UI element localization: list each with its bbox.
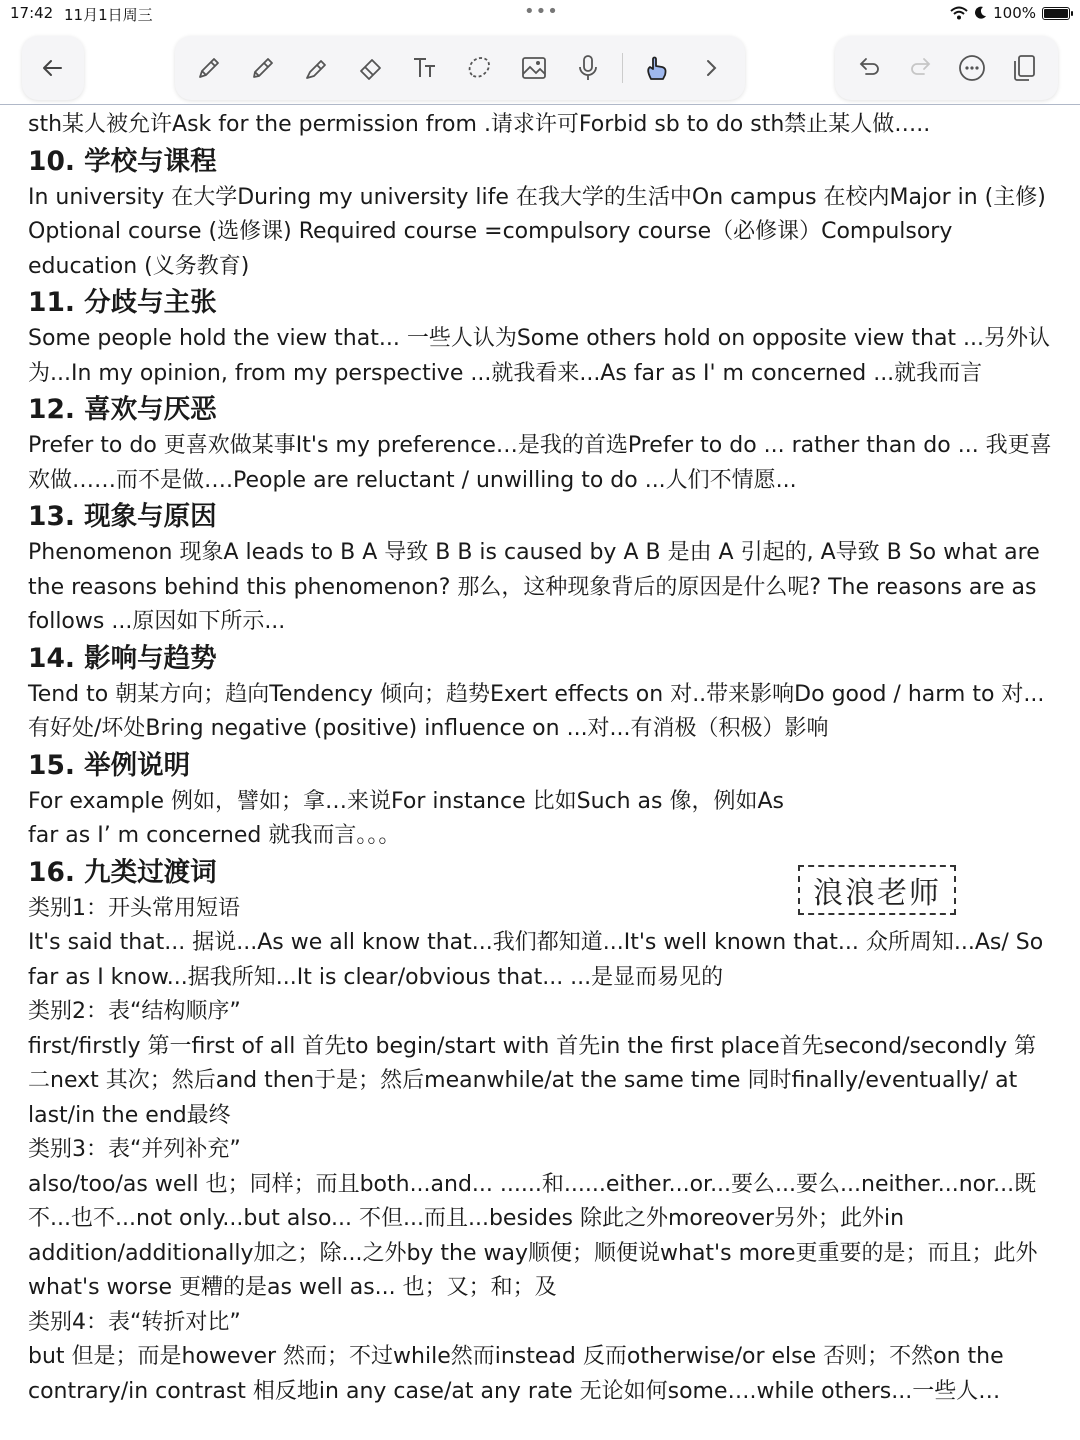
more-icon — [957, 53, 987, 83]
image-tool-button[interactable] — [514, 48, 554, 88]
pencil-icon — [248, 53, 278, 83]
toolbar-divider — [0, 104, 1080, 105]
intro-text: sth某人被允许Ask for the permission from .请求许可Forbid sb to do sth禁止某人做….. — [28, 112, 931, 137]
highlighter-icon — [302, 53, 332, 83]
status-bar — [0, 0, 1080, 28]
chevron-right-icon — [696, 53, 726, 83]
section-body: For example 例如，譬如；拿…来说For instance 比如Such as 像，例如As far as I’ m concerned 就我而言。。。 — [28, 788, 785, 848]
battery-icon — [1042, 7, 1070, 20]
redo-button[interactable] — [901, 48, 941, 88]
pages-icon — [1009, 53, 1039, 83]
category-label: 类别2：表“结构顺序” — [28, 999, 241, 1024]
section-body: Some people hold the view that... 一些人认为Some others hold on opposite view that ...另外认为...In my opinion, from my perspective ...就我看来...As far as I' m concerned ...就我而言 — [28, 326, 1051, 386]
section-heading: 14. 影响与趋势 — [28, 642, 217, 674]
section-heading: 11. 分歧与主张 — [28, 287, 217, 318]
eraser-icon — [356, 53, 386, 83]
section-body: In university 在大学During my university life 在我大学的生活中On campus 在校内Major in (主修) Optional course (选修课) Required course =compulsory course（必修课）Compulsory education (义务教育) — [28, 184, 1046, 279]
wifi-icon — [950, 6, 968, 20]
multitasking-dots-icon[interactable]: ••• — [524, 1, 559, 22]
drawing-tools — [175, 36, 745, 100]
redo-icon — [906, 53, 936, 83]
text-icon — [410, 53, 440, 83]
microphone-icon — [573, 53, 603, 83]
more-options-button[interactable] — [952, 48, 992, 88]
undo-icon — [854, 53, 884, 83]
image-icon — [519, 53, 549, 83]
section-heading: 12. 喜欢与厌恶 — [28, 394, 217, 425]
back-button[interactable] — [22, 36, 84, 100]
moon-icon — [974, 6, 987, 20]
battery-percent: 100% — [993, 4, 1036, 22]
pen-tool-button[interactable] — [189, 48, 229, 88]
eraser-tool-button[interactable] — [351, 48, 391, 88]
note-content[interactable] — [28, 108, 1058, 1409]
lasso-icon — [464, 53, 494, 83]
section-body: Tend to 朝某方向；趋向Tendency 倾向；趋势Exert effects on 对..带来影响Do good / harm to 对...有好处/坏处Bring negative (positive) influence on ...对...有消极（积极）影响 — [28, 681, 1045, 741]
category-label: 类别1：开头常用短语 — [28, 895, 240, 921]
status-date: 11月1日周三 — [64, 6, 153, 24]
category-label: 类别4：表“转折对比” — [28, 1309, 241, 1335]
highlighter-tool-button[interactable] — [297, 48, 337, 88]
teacher-stamp: 浪浪老师 — [798, 865, 956, 915]
pencil-tool-button[interactable] — [243, 48, 283, 88]
toolbar-separator — [622, 53, 623, 83]
category-body: also/too/as well 也；同样；而且both...and... ......和......either...or...要么...要么...neither...nor...既不...也不...not only...but also... 不但...而且...besides 除此之外moreover另外；此外in addition/additionally加之；除...之外by the way顺便；顺便说what's more更重要的是；而且；此外what's worse 更糟的是as well as... 也；又；和；及 — [28, 1171, 1038, 1300]
category-body: It's said that... 据说...As we all know that...我们都知道...It's well known that... 众所周知...As/ So far as I know...据我所知...It is clear/obvious that... ...是显而易见的 — [28, 930, 1044, 990]
category-body: first/firstly 第一first of all 首先to begin/start with 首先in the first place首先second/secondly 第二next 其次；然后and then于是；然后meanwhile/at the same time 同时finally/eventually/ at last/in the end最终 — [28, 1033, 1037, 1128]
section-heading: 13. 现象与原因 — [28, 501, 217, 532]
finger-draw-icon — [642, 53, 672, 83]
undo-button[interactable] — [849, 48, 889, 88]
pen-icon — [194, 53, 224, 83]
status-right — [950, 4, 1070, 22]
finger-draw-button[interactable] — [637, 48, 677, 88]
battery-fill — [1044, 9, 1068, 18]
section-heading: 10. 学校与课程 — [28, 145, 217, 177]
category-label: 类别3：表“并列补充” — [28, 1137, 241, 1162]
microphone-tool-button[interactable] — [568, 48, 608, 88]
text-tool-button[interactable] — [405, 48, 445, 88]
section-heading: 16. 九类过渡词 — [28, 856, 217, 888]
toolbar — [0, 36, 1080, 102]
action-tools — [835, 36, 1058, 100]
section-body: Prefer to do 更喜欢做某事It's my preference…是我的首选Prefer to do ... rather than do ... 我更喜欢做……而不是做….People are reluctant / unwilling to do ...人们不情愿... — [28, 433, 1052, 493]
section-heading: 15. 举例说明 — [28, 749, 191, 781]
status-time: 17:42 — [10, 4, 54, 22]
pages-button[interactable] — [1004, 48, 1044, 88]
more-tools-button[interactable] — [691, 48, 731, 88]
section-body: Phenomenon 现象A leads to B A 导致 B B is caused by A B 是由 A 引起的, A导致 B So what are the reasons behind this phenomenon? 那么，这种现象背后的原因是什么呢? The reasons are as follows ...原因如下所示... — [28, 540, 1040, 634]
lasso-tool-button[interactable] — [459, 48, 499, 88]
category-body: but 但是；而是however 然而；不过while然而instead 反而otherwise/or else 否则；不然on the contrary/in contrast 相反地in any case/at any rate 无论如何some….while others...一些人… — [28, 1344, 1004, 1404]
back-arrow-icon — [39, 54, 67, 82]
